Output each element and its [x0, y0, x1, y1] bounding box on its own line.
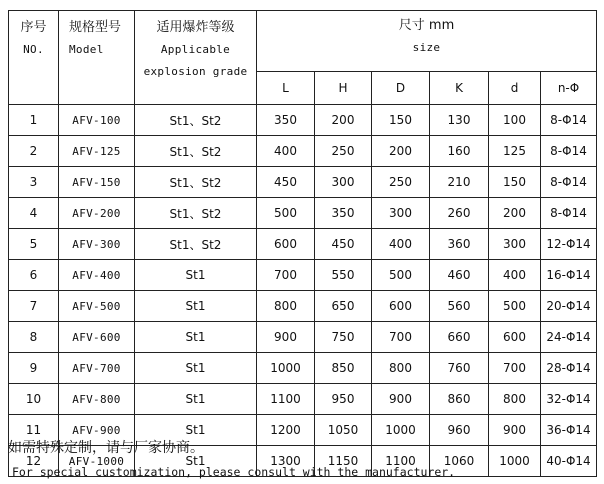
cell-no: 2: [9, 136, 59, 167]
cell-no: 5: [9, 229, 59, 260]
cell-d: 900: [489, 415, 541, 446]
cell-L: 700: [257, 260, 315, 291]
spec-table-body: [9, 105, 597, 477]
cell-d: 800: [489, 384, 541, 415]
cell-H: 450: [315, 229, 372, 260]
cell-H: 300: [315, 167, 372, 198]
header-dim-d: d: [489, 72, 541, 105]
cell-K: 360: [430, 229, 489, 260]
cell-d: 200: [489, 198, 541, 229]
cell-n-phi: 20-Φ14: [541, 291, 597, 322]
cell-K: 660: [430, 322, 489, 353]
cell-H: 1050: [315, 415, 372, 446]
cell-grade: St1、St2: [135, 229, 257, 260]
header-model: [59, 11, 135, 105]
cell-H: 950: [315, 384, 372, 415]
cell-n-phi: 8-Φ14: [541, 105, 597, 136]
cell-d: 1000: [489, 446, 541, 477]
cell-grade: St1: [135, 322, 257, 353]
cell-model: AFV-200: [59, 198, 135, 229]
cell-model: AFV-600: [59, 322, 135, 353]
cell-no: 9: [9, 353, 59, 384]
cell-K: 1060: [430, 446, 489, 477]
cell-L: 1200: [257, 415, 315, 446]
cell-no: 10: [9, 384, 59, 415]
cell-no: 3: [9, 167, 59, 198]
cell-L: 1100: [257, 384, 315, 415]
header-dim-n: n-Φ: [541, 72, 597, 105]
cell-K: 160: [430, 136, 489, 167]
cell-grade: St1、St2: [135, 198, 257, 229]
cell-L: 500: [257, 198, 315, 229]
cell-model: AFV-500: [59, 291, 135, 322]
cell-K: 760: [430, 353, 489, 384]
cell-K: 210: [430, 167, 489, 198]
cell-H: 250: [315, 136, 372, 167]
cell-K: 560: [430, 291, 489, 322]
header-model-en: Model: [69, 43, 104, 56]
cell-n-phi: 24-Φ14: [541, 322, 597, 353]
cell-K: 260: [430, 198, 489, 229]
cell-D: 250: [372, 167, 430, 198]
cell-model: AFV-900: [59, 415, 135, 446]
cell-n-phi: 32-Φ14: [541, 384, 597, 415]
header-dim-D: D: [372, 72, 430, 105]
cell-no: 6: [9, 260, 59, 291]
table-row: [9, 198, 597, 229]
cell-n-phi: 16-Φ14: [541, 260, 597, 291]
header-grade-cn: 适用爆炸等级: [156, 20, 235, 35]
cell-K: 130: [430, 105, 489, 136]
cell-n-phi: 28-Φ14: [541, 353, 597, 384]
cell-d: 700: [489, 353, 541, 384]
cell-D: 700: [372, 322, 430, 353]
cell-D: 1100: [372, 446, 430, 477]
cell-no: 11: [9, 415, 59, 446]
cell-grade: St1、St2: [135, 136, 257, 167]
cell-H: 200: [315, 105, 372, 136]
table-row: [9, 167, 597, 198]
cell-n-phi: 36-Φ14: [541, 415, 597, 446]
cell-L: 400: [257, 136, 315, 167]
cell-H: 550: [315, 260, 372, 291]
table-row: [9, 136, 597, 167]
header-dim-L: L: [257, 72, 315, 105]
header-dim-K: K: [430, 72, 489, 105]
cell-d: 100: [489, 105, 541, 136]
cell-d: 125: [489, 136, 541, 167]
cell-n-phi: 40-Φ14: [541, 446, 597, 477]
cell-model: AFV-800: [59, 384, 135, 415]
cell-n-phi: 8-Φ14: [541, 198, 597, 229]
cell-no: 12: [9, 446, 59, 477]
header-size-cn: 尺寸 mm: [398, 18, 455, 33]
header-size: [257, 11, 597, 72]
cell-d: 400: [489, 260, 541, 291]
cell-d: 300: [489, 229, 541, 260]
header-grade: [135, 11, 257, 105]
cell-H: 650: [315, 291, 372, 322]
table-row: [9, 105, 597, 136]
cell-K: 860: [430, 384, 489, 415]
cell-grade: St1: [135, 415, 257, 446]
cell-grade: St1: [135, 384, 257, 415]
cell-H: 850: [315, 353, 372, 384]
cell-model: AFV-700: [59, 353, 135, 384]
cell-model: AFV-400: [59, 260, 135, 291]
cell-D: 900: [372, 384, 430, 415]
cell-D: 600: [372, 291, 430, 322]
cell-grade: St1、St2: [135, 167, 257, 198]
table-row: [9, 322, 597, 353]
cell-model: AFV-125: [59, 136, 135, 167]
cell-D: 800: [372, 353, 430, 384]
cell-D: 400: [372, 229, 430, 260]
cell-L: 450: [257, 167, 315, 198]
table-row: [9, 353, 597, 384]
cell-D: 1000: [372, 415, 430, 446]
cell-no: 1: [9, 105, 59, 136]
cell-grade: St1: [135, 260, 257, 291]
header-grade-en1: Applicable: [160, 43, 231, 56]
table-row: [9, 384, 597, 415]
cell-d: 600: [489, 322, 541, 353]
cell-n-phi: 8-Φ14: [541, 136, 597, 167]
cell-grade: St1: [135, 291, 257, 322]
cell-L: 600: [257, 229, 315, 260]
cell-H: 350: [315, 198, 372, 229]
header-model-cn: 规格型号: [69, 20, 122, 35]
cell-d: 500: [489, 291, 541, 322]
cell-no: 8: [9, 322, 59, 353]
cell-D: 200: [372, 136, 430, 167]
cell-grade: St1: [135, 446, 257, 477]
cell-L: 1000: [257, 353, 315, 384]
table-row: [9, 291, 597, 322]
cell-D: 150: [372, 105, 430, 136]
cell-L: 900: [257, 322, 315, 353]
cell-K: 960: [430, 415, 489, 446]
cell-grade: St1: [135, 353, 257, 384]
spec-table: [8, 10, 597, 477]
note-cn: 如需特殊定制，请与厂家协商。: [8, 440, 204, 456]
cell-grade: St1、St2: [135, 105, 257, 136]
cell-model: AFV-100: [59, 105, 135, 136]
cell-model: AFV-150: [59, 167, 135, 198]
header-no-en: NO.: [23, 43, 44, 56]
cell-H: 1150: [315, 446, 372, 477]
cell-L: 350: [257, 105, 315, 136]
cell-D: 300: [372, 198, 430, 229]
header-no-cn: 序号: [20, 20, 47, 35]
table-row: [9, 260, 597, 291]
cell-d: 150: [489, 167, 541, 198]
cell-L: 800: [257, 291, 315, 322]
header-grade-en2: explosion grade: [143, 65, 248, 78]
cell-K: 460: [430, 260, 489, 291]
header-row-top: [9, 11, 597, 72]
cell-n-phi: 12-Φ14: [541, 229, 597, 260]
cell-model: AFV-1000: [59, 446, 135, 477]
header-no: [9, 11, 59, 105]
header-size-en: size: [412, 41, 441, 54]
cell-L: 1300: [257, 446, 315, 477]
cell-no: 4: [9, 198, 59, 229]
header-dim-H: H: [315, 72, 372, 105]
cell-no: 7: [9, 291, 59, 322]
spec-table-container: [8, 10, 596, 477]
cell-n-phi: 8-Φ14: [541, 167, 597, 198]
cell-model: AFV-300: [59, 229, 135, 260]
cell-H: 750: [315, 322, 372, 353]
table-row: [9, 229, 597, 260]
note-en: For special customization, please consult with the manufacturer.: [12, 465, 456, 479]
cell-D: 500: [372, 260, 430, 291]
